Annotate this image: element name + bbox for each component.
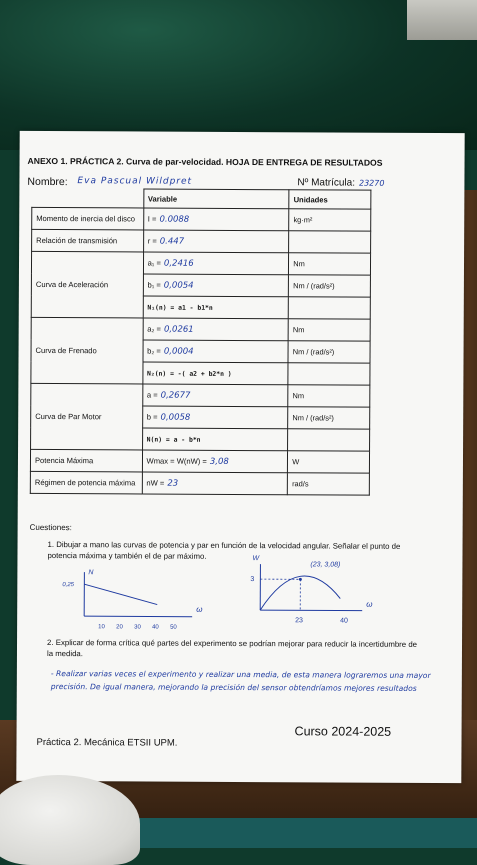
cell-inercia: I = 0.0088 (143, 208, 289, 231)
value-potencia: 3,08 (210, 456, 229, 466)
background-wall (407, 0, 477, 40)
torque-curve (84, 584, 157, 604)
question-2-answer: - Realizar varias veces el experimento y realizar una media, de esta manera lograremos una mayor precisión. De igual manera, mejorando la precisión del sensor obtendríamos mejores resultados (51, 667, 431, 695)
value-a2: 0,0261 (164, 324, 194, 334)
unit-inercia: kg·m² (289, 209, 371, 231)
name-label: Nombre: (27, 176, 67, 188)
unit-regimen: rad/s (288, 473, 370, 495)
value-inercia: 0.0088 (159, 214, 189, 224)
formula-par-motor: N(n) = a - b*n (142, 428, 288, 451)
power-y-label: W (252, 555, 260, 562)
name-row (27, 176, 67, 188)
torque-x-tick: 40 (152, 625, 159, 631)
cell-b1: b₁ = 0,0054 (143, 274, 289, 297)
results-table (30, 188, 372, 496)
unit-potencia: W (288, 451, 370, 473)
row-label-inercia: Momento de inercia del disco (32, 207, 144, 230)
value-regimen: 23 (167, 478, 178, 488)
row-label-regimen: Régimen de potencia máxima (30, 471, 142, 494)
torque-y-tick: 0,25 (62, 582, 74, 588)
matricula-row (297, 177, 384, 188)
torque-x-axis (84, 616, 192, 617)
formula-frenado: N₂(n) = -( a2 + b2*n ) (142, 362, 288, 385)
cell-potencia: Wmax = W(nW) = 3,08 (142, 450, 288, 473)
power-max-point (299, 578, 302, 581)
value-a: 0,2677 (161, 390, 191, 400)
torque-x-tick: 10 (98, 624, 105, 630)
cell-regimen: nW = 23 (142, 472, 288, 495)
header-unidades: Unidades (289, 190, 371, 209)
row-label-potencia: Potencia Máxima (30, 449, 142, 472)
power-point-label: (23, 3,08) (310, 561, 340, 568)
torque-x-tick: 50 (170, 625, 177, 631)
questions-heading: Cuestiones: (30, 523, 72, 532)
cell-transmision: r = 0.447 (143, 230, 289, 253)
value-b: 0,0058 (161, 412, 191, 422)
torque-x-tick: 20 (116, 624, 123, 630)
unit-b: Nm / (rad/s²) (288, 407, 370, 429)
background-top (0, 0, 477, 150)
cell-a1: a₁ = 0,2416 (143, 252, 289, 275)
power-sketch (242, 550, 392, 636)
torque-y-label: N (88, 569, 94, 576)
unit-b1: Nm / (rad/s²) (289, 275, 371, 297)
power-x-tick: 40 (340, 618, 348, 625)
answer-sheet (16, 131, 464, 783)
power-x-tick: 23 (295, 617, 303, 624)
power-x-label: ω (366, 600, 372, 609)
row-label-aceleracion: Curva de Aceleración (31, 251, 143, 318)
question-2: 2. Explicar de forma crítica qué partes del experimento se podrían mejorar para reducir la incertidumbre de la medida. (47, 637, 417, 661)
unit-a: Nm (288, 385, 370, 407)
footer-course: Práctica 2. Mecánica ETSII UPM. (36, 737, 177, 749)
unit-a2: Nm (288, 319, 370, 341)
formula-aceleracion: N₁(n) = a1 - b1*n (143, 296, 289, 319)
unit-transmision (289, 231, 371, 253)
torque-x-label: ω (196, 605, 202, 614)
torque-x-tick: 30 (134, 624, 141, 630)
value-transmision: 0.447 (160, 236, 184, 246)
cell-b: b = 0,0058 (142, 406, 288, 429)
value-a1: 0,2416 (164, 258, 194, 268)
unit-b2: Nm / (rad/s²) (288, 341, 370, 363)
cell-b2: b₂ = 0,0004 (143, 340, 289, 363)
question-1: 1. Dibujar a mano las curvas de potencia y par en función de la velocidad angular. Señalar el punto de potencia máxima y también el de par máximo. (47, 539, 417, 563)
unit-a1: Nm (289, 253, 371, 275)
row-label-transmision: Relación de transmisión (32, 229, 144, 252)
power-y-tick: 3 (250, 576, 254, 583)
value-b1: 0,0054 (164, 280, 194, 290)
row-label-par-motor: Curva de Par Motor (31, 383, 143, 450)
name-value: Eva Pascual Wildpret (77, 176, 192, 187)
power-x-axis (260, 610, 362, 611)
header-variable: Variable (143, 189, 289, 209)
torque-sketch (62, 566, 222, 637)
matricula-value: 23270 (359, 179, 384, 188)
footer-year: Curso 2024-2025 (295, 724, 392, 739)
sheet-title: ANEXO 1. PRÁCTICA 2. Curva de par-velocidad. HOJA DE ENTREGA DE RESULTADOS (28, 156, 383, 168)
cell-a: a = 0,2677 (142, 384, 288, 407)
value-b2: 0,0004 (164, 346, 194, 356)
row-label-frenado: Curva de Frenado (31, 317, 143, 384)
cell-a2: a₂ = 0,0261 (143, 318, 289, 341)
matricula-label: Nº Matrícula: (297, 177, 355, 188)
